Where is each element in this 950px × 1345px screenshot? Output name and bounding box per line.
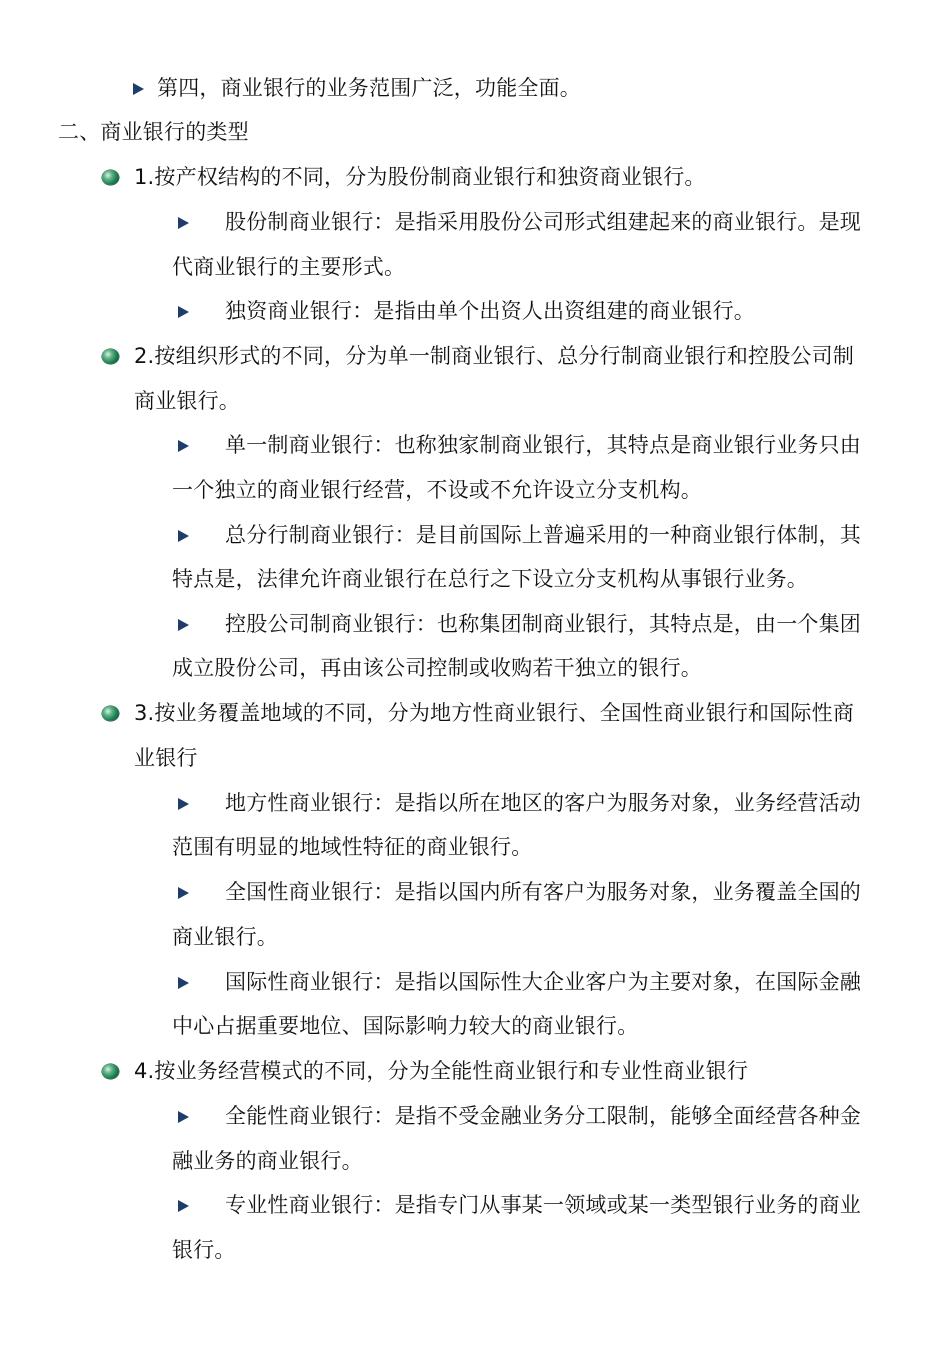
type-2b-line-2: 特点是，法律允许商业银行在总行之下设立分支机构从事银行业务。 bbox=[172, 567, 808, 591]
globe-bullet-icon bbox=[102, 1064, 119, 1079]
globe-bullet-icon bbox=[102, 349, 119, 364]
globe-bullet-icon bbox=[102, 706, 119, 721]
type-3a-line-1: 地方性商业银行：是指以所在地区的客户为服务对象，业务经营活动 bbox=[225, 791, 861, 815]
type-2-line-2: 商业银行。 bbox=[134, 389, 240, 413]
type-4a-line-2: 融业务的商业银行。 bbox=[172, 1149, 363, 1173]
type-3-line-2: 业银行 bbox=[134, 746, 198, 770]
type-3b-line-2: 商业银行。 bbox=[172, 925, 278, 949]
type-1b-text: 独资商业银行：是指由单个出资人出资组建的商业银行。 bbox=[225, 299, 755, 323]
arrow-bullet-icon bbox=[178, 887, 189, 899]
arrow-bullet-icon bbox=[133, 83, 144, 95]
type-3b-line-1: 全国性商业银行：是指以国内所有客户为服务对象，业务覆盖全国的 bbox=[225, 880, 861, 904]
type-2-line-1: 2.按组织形式的不同，分为单一制商业银行、总分行制商业银行和控股公司制 bbox=[134, 344, 855, 368]
arrow-bullet-icon bbox=[178, 619, 189, 631]
type-1-text: 1.按产权结构的不同，分为股份制商业银行和独资商业银行。 bbox=[134, 165, 706, 189]
globe-bullet-icon bbox=[102, 170, 119, 185]
type-2b-line-1: 总分行制商业银行：是目前国际上普遍采用的一种商业银行体制，其 bbox=[225, 523, 861, 547]
type-2c-line-2: 成立股份公司，再由该公司控制或收购若干独立的银行。 bbox=[172, 656, 702, 680]
type-1a-line-2: 代商业银行的主要形式。 bbox=[172, 255, 406, 279]
type-4b-line-2: 银行。 bbox=[172, 1238, 236, 1262]
type-2c-line-1: 控股公司制商业银行：也称集团制商业银行，其特点是，由一个集团 bbox=[225, 612, 861, 636]
arrow-bullet-icon bbox=[178, 217, 189, 229]
type-3-line-1: 3.按业务覆盖地域的不同，分为地方性商业银行、全国性商业银行和国际性商 bbox=[134, 701, 855, 725]
point-four-text: 第四，商业银行的业务范围广泛，功能全面。 bbox=[157, 76, 581, 100]
type-2a-line-1: 单一制商业银行：也称独家制商业银行，其特点是商业银行业务只由 bbox=[225, 433, 861, 457]
type-2a-line-2: 一个独立的商业银行经营，不设或不允许设立分支机构。 bbox=[172, 478, 702, 502]
arrow-bullet-icon bbox=[178, 530, 189, 542]
arrow-bullet-icon bbox=[178, 1111, 189, 1123]
section-heading: 二、商业银行的类型 bbox=[58, 120, 249, 144]
arrow-bullet-icon bbox=[178, 1200, 189, 1212]
type-4a-line-1: 全能性商业银行：是指不受金融业务分工限制，能够全面经营各种金 bbox=[225, 1104, 861, 1128]
type-4-text: 4.按业务经营模式的不同，分为全能性商业银行和专业性商业银行 bbox=[134, 1059, 749, 1083]
type-4b-line-1: 专业性商业银行：是指专门从事某一领域或某一类型银行业务的商业 bbox=[225, 1193, 861, 1217]
type-3c-line-2: 中心占据重要地位、国际影响力较大的商业银行。 bbox=[172, 1014, 639, 1038]
arrow-bullet-icon bbox=[178, 306, 189, 318]
type-3a-line-2: 范围有明显的地域性特征的商业银行。 bbox=[172, 835, 533, 859]
arrow-bullet-icon bbox=[178, 798, 189, 810]
type-1a-line-1: 股份制商业银行：是指采用股份公司形式组建起来的商业银行。是现 bbox=[225, 210, 861, 234]
arrow-bullet-icon bbox=[178, 440, 189, 452]
arrow-bullet-icon bbox=[178, 977, 189, 989]
type-3c-line-1: 国际性商业银行：是指以国际性大企业客户为主要对象，在国际金融 bbox=[225, 970, 861, 994]
